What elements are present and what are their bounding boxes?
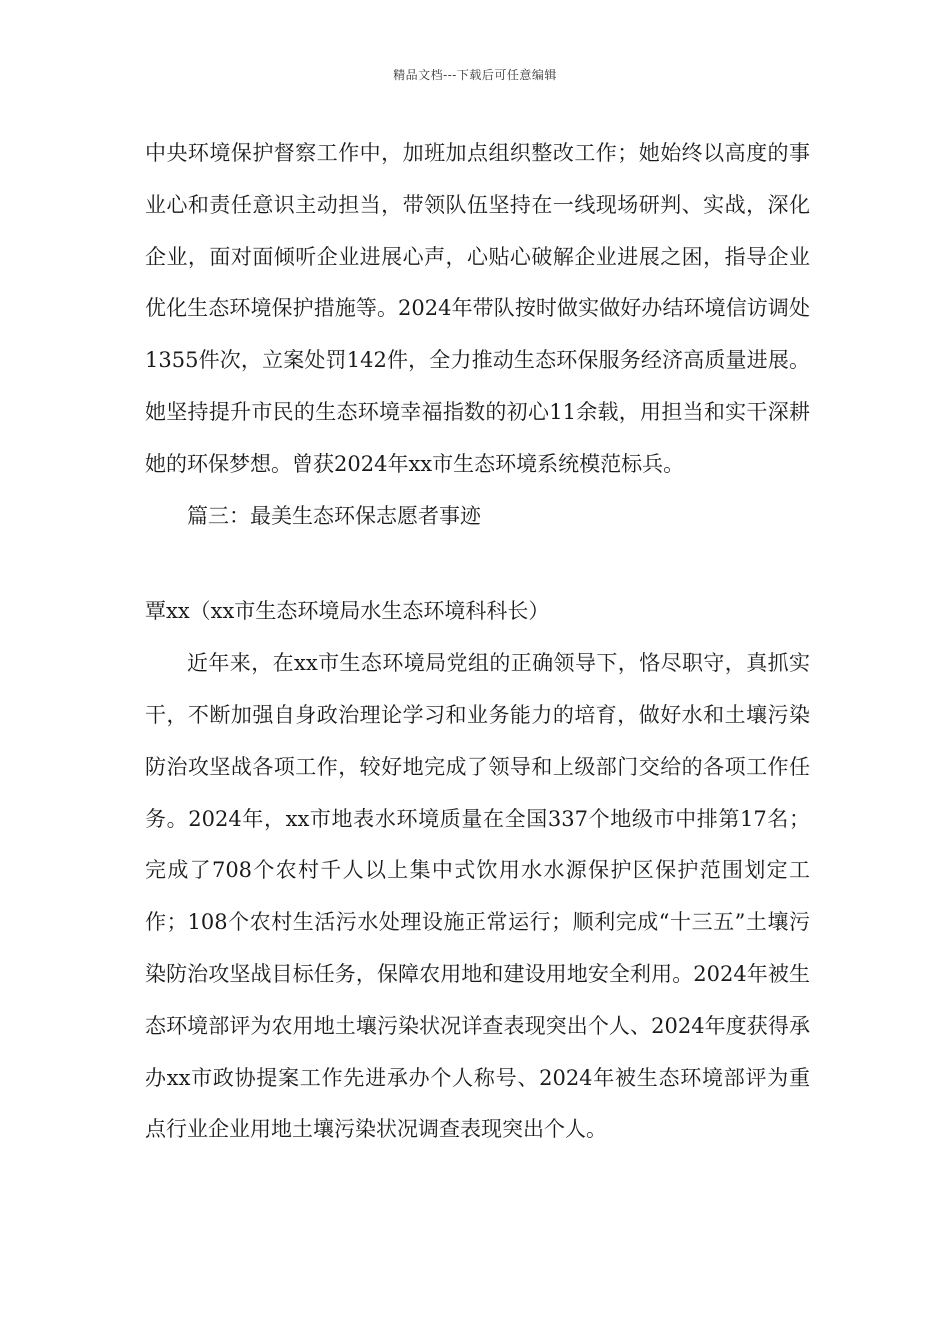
paragraph-body: 近年来，在xx市生态环境局党组的正确领导下，恪尽职守，真抓实干，不断加强自身政治理论学习和业务能力的培育，做好水和土壤污染防治攻坚战各项工作，较好地完成了领导和上级部门交给的各项工作任务。2024年，xx市地表水环境质量在全国337个地级市中排第17名；完成了708个农村千人以上集中式饮用水水源保护区保护范围划定工作；108个农村生活污水处理设施正常运行；顺利完成“十三五”土壤污染防治攻坚战目标任务，保障农用地和建设用地安全利用。2024年被生态环境部评为农用地土壤污染状况详查表现突出个人、2024年度获得承办xx市政协提案工作先进承办个人称号、2024年被生态环境部评为重点行业企业用地土壤污染状况调查表现突出个人。 — [145, 651, 810, 1142]
document-body — [145, 128, 810, 1156]
paragraph-continuation: 中央环境保护督察工作中，加班加点组织整改工作；她始终以高度的事业心和责任意识主动担当，带领队伍坚持在一线现场研判、实战，深化企业，面对面倾听企业进展心声，心贴心破解企业进展之困，指导企业优化生态环境保护措施等。2024年带队按时做实做好办结环境信访调处1355件次，立案处罚142件，全力推动生态环保服务经济高质量进展。她坚持提升市民的生态环境幸福指数的初心11余载，用担当和实干深耕她的环保梦想。曾获2024年xx市生态环境系统模范标兵。 — [145, 141, 810, 476]
page-header: 精品文档---下载后可任意编辑 — [393, 68, 557, 82]
byline: 覃xx（xx市生态环境局水生态环境科科长） — [145, 599, 550, 624]
section-heading: 篇三：最美生态环保志愿者事迹 — [187, 503, 481, 528]
spacer — [145, 542, 810, 586]
